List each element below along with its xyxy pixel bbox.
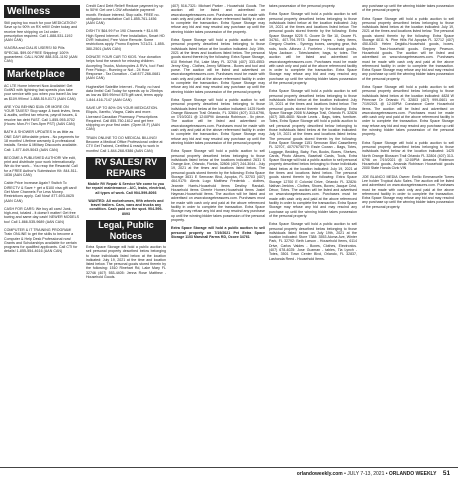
column-5 bbox=[362, 4, 454, 213]
page-footer bbox=[0, 467, 458, 479]
column-2 bbox=[86, 4, 166, 283]
column-3 bbox=[171, 4, 265, 243]
legal-notice: Extra Space Storage will hold a public auction to sell personal property described below belonging to those individuals listed below at the location indicated: 4828 W Primrose Dr Orlando FL 32803 (407) 999-0601 on 7/19/2021 @ 12:00PM: Constance Carrie Household items. The auction will be listed and advertised on www.storagetreasures.com. Purchases must be made with cash only and paid at the above referenced facility in order to complete the transaction. Extra Space Storage may refuse any bid and may rescind any purchase up until the winning bidder takes possession of the personal property. bbox=[362, 85, 454, 137]
classified-ad: BECOME A PUBLISHED AUTHOR! We edit, print and distribute your work internationally. We do the work... You reap the Rewards! Call for a FREE Author's Submission Kit: 844-511-1836 (AAN CAN) bbox=[4, 155, 78, 178]
classified-ad: Mobile RV Repair & Service We come to you for repair/ maintenance - A/C, leaks, electrical, all types of work. Call 904-599-8093 bbox=[86, 181, 166, 195]
legal-notice: Extra Space Storage will hold a public auction to sell personal property described below belonging to those individuals listed below at the location indicated: July 19th, 2021 at the times and locations listed below. The personal goods stored therein by the following: Extra Space Storage, 610 Reinhart Rd, Lake Mary FL 32746 (407) 333-4553: Jenny King - Clothes, Jenny Williams - Boxes and tool and purse. The auction will be listed and advertised on www.storagetreasures.com. Purchases must be made with cash only and paid at the above referenced facility in order to complete the transaction. Extra Space Storage may refuse any bid and may rescind any purchase up until the winning bidder takes possession of the personal property. bbox=[171, 38, 265, 94]
classified-ad: Credit Card Debt Relief! Reduce payment by up to 50%! Get one LOW affordable payment/ month. Reduce interest. Stop calls. FREE no-obligation consultation Call 1-855-761-1456 (AAN CAN) bbox=[86, 4, 164, 26]
column-4 bbox=[269, 4, 357, 265]
legal-notice: Extra Space Storage will hold a public auction to sell personal property described below belonging to those individuals listed below at the location indicated: 1425 North Orange Blossom Trail Orlando, FL 32804 (407) 313-6796, on 7/19/2021 @ 12:00PM: Amanda Robinson - 5x piece. The auction will be listed and advertised on www.storagetreasures.com. Purchases must be made with cash only and paid at the above referenced facility in order to complete the transaction. Extra Space Storage may refuse any bid and may rescind any purchase up until the winning bidder takes possession of the personal property. bbox=[171, 97, 265, 145]
legal-notice: Extra Space Storage will hold a public auction to sell personal property described below belonging to those individuals listed below at the location indicated: July 19, 2021 at the times and locations listed below. The personal goods stored therein by the following: Extra Space Storage 2008 N Alafaya Trail, Orlando FL 32826 (407) 385-4600: Nicole Lewis - Bags, totes, furniture. Totes, Extra Space Storage will hold a public auction to sell personal property described below belonging to those individuals listed below at the location indicated: July 19, 2021 at the times and locations listed below. The personal goods stored therein by the following: Extra Space Storage 1151 Semoran Blvd Casselberry FL 32707, 407/767/6779: Essie Cowan - Bags, Totes, Luggage, Bedding, Baby, Fan, Books, Boxes, Shelves, Cards, Photo Albums, Baseball Cards, Tools, Extra Space Storage will hold a public auction to sell personal property described below belonging to those individuals listed below at the location indicated: July 19, 2021 at the times and locations listed below. The personal goods stored therein by the following: Extra Space Storage 12700 E Colonial Drive, Orlando FL 32826: Nathan Jenkins - Clothes, Shoes, Boxes; Jacque Crist, Décor, Totes. The auction will be listed and advertised on www.storagetreasures.com. Purchases must be made with cash only and paid at the above referenced facility in order to complete the transaction. Extra Space Storage may refuse any bid and may rescind any purchase up until the winning bidder takes possession of the personal property. bbox=[269, 89, 357, 218]
classified-ad: VIAGRA and CIALIS USERS! 50 Pills SPECIAL $99.00 FREE Shipping! 100% guaranteed. CALL NOW! 888-531-1192 (AAN CAN) bbox=[4, 46, 78, 64]
classified-ad: CASH FOR CARS: We buy all cars! Junk, high-end, totaled - it doesn't matter! Get free towing and same day cash! NEWER MODELS too! Call 1-866-535-9689 (AAN CAN) bbox=[4, 206, 80, 224]
classified-ad: DISH TV $64.99 For 190 Channels + $14.95 High Speed Internet. Free Installation, Smart HD DVR Included, Free Voice Remote. Some restrictions apply. Promo Expires 7/21/21. 1-855-380-2501 (AAN CAN) bbox=[86, 29, 166, 51]
classified-ad: DONATE YOUR CAR TO KIDS. Your donation helps fund the search for missing children. Accepting Trucks, Motorcycles & RV's, too! Fast Free Pickup - Running or Not - 24 Hour Response - Tax Donation - Call 877-266-0681 (AAN CAN) bbox=[86, 54, 164, 81]
rv-heading: RV SALES/ RV REPAIRS bbox=[86, 157, 166, 179]
footer-date: JULY 7-13, 2021 bbox=[347, 471, 385, 477]
legal-notice: Extra Space Storage will hold a public auction to sell personal property described below belonging to those individuals listed below on July 19th, 2021 at the location indicated: Store 7388: 3553 Aloma Ave, Winter Park, FL 32792: Beth Larson - Household Items, 6114 Drive, Carlos Valdes - Boxes, Clothes, Electronics. (407) 678-4025: Jose Guzman - tables, Tia Lynch - Totes, 3501 Town Center Blvd, Orlando, FL 32837, Lashonda Reed - Household Items. bbox=[269, 222, 357, 261]
legal-notice: JOE BLANCO MEDIA Owner: Emilio Emmanuelle Torres Lee holder Tropical Auto Sales. The auction will be listed and advertised on www.storagetreasures.com. Purchases must be made with cash only and paid at the above referenced facility in order to complete the transaction. Extra Space Storage may refuse any bid and may rescind any purchase up until the winning bidder takes possession of the personal property. bbox=[362, 174, 454, 209]
footer-separator: • bbox=[344, 471, 348, 477]
classified-ad: BATH & SHOWER UPDATES in as little as ONE DAY! Affordable prices - No payments for 18 months! Lifetime warranty & professional installs. Senior & Military Discounts available. Call: 1-877-649-5043 (AAN CAN) bbox=[4, 130, 80, 152]
classified-ad: Cable Price Increase Again? Switch To DIRECTV & Save + get a $100 visa gift card! Get More Channels For Less Money. Restrictions apply. Call Now! 877-693-0625 (AAN CAN) bbox=[4, 181, 77, 203]
classified-ad: SAVE UP TO 80% ON YOUR MEDICATION. Eliquis, Xarelto, Viagra, Cialis and more. Licensed Canadian Pharmacy. Prescriptions Required. Call 855-750-1612 and get free shipping on your first order. (Open M-F) (AAN CAN) bbox=[86, 105, 160, 132]
footer-paper: ORLANDO WEEKLY bbox=[388, 471, 437, 477]
legal-notice: Extra Space Storage will hold a public auction to sell personal property described below belonging to those individuals listed below at the location indicated: July 19, 2021 at the times and locations listed below. The personal goods stored therein by the following: Extra Space Storage 6011 N. Pine Hills Rd Apopka FL 32712 (407) 450-6343: Helen Degidio-Household goods, boxes. Stephen Tran-Household goods. Gregory Pearson-Household goods. The auction will be listed and advertised on www.storagetreasures.com. Purchases must be made with cash only and paid at the above referenced facility in order to complete the transaction. Extra Space Storage may refuse any bid and may rescind any purchase up until the winning bidder takes possession of the personal property. bbox=[362, 16, 454, 81]
legal-heading: Legal, Public Notices bbox=[86, 220, 166, 242]
legal-notice: takes possession of the personal property. bbox=[269, 4, 336, 8]
classified-ad: COMPUTER & IT TRAINING PROGRAM! Train ONLINE to get the skills to become a Computer & Help Desk Professional now! Grants and Scholarships available for certain programs for qualified applicants. Call CTI for details! 1-855-554-4616 (AAN CAN) bbox=[4, 227, 78, 254]
legal-notice: any purchase up until the winning bidder takes possession of the personal property. bbox=[362, 4, 454, 13]
legal-notice: Extra Space Storage will hold a public auction to sell personal property described below belonging to those individuals listed below at the location indicated: 1425 North Orange Blossom Trail Orlando FL 32804 (407) 313-6796 on 7/19/2021 @ 12:00PM: Amanda Robinson Household goods, Amanda Robinson Household goods 2000 State Honda Civic VIN bbox=[362, 140, 454, 171]
wellness-heading: Wellness bbox=[4, 5, 80, 18]
legal-notice: Extra Space Storage will hold a public auction to sell personal property described below belonging to those individuals listed below at the locations indicated: 2631 S Orange Ave, Orlando, Florida, 32806 (407) 244-3044 - July 19, 2021 at the times and locations listed below. The personal goods stored therein by the following: Extra Space Storage 3631 E Semoran Blvd, Apopka, FL 32703 (407) 464-9175: Alexis Lugo Matthew Frederick - clothes, Jeannie Harris-Household items Destiny Randall-Household items Cherrie Homer-Household items Josiel Hayman-Household items. The auction will be listed and advertised on www.storagetreasures.com. Purchases must be made with cash only and paid at the above referenced facility in order to complete the transaction. Extra Space Storage may refuse any bid and may rescind any purchase up until the winning bidder takes possession of the personal property. bbox=[171, 149, 265, 222]
footer-separator: • bbox=[385, 471, 389, 477]
legal-notice: (407) 516-7321: Michael Parker - Household Goods. The auction will be listed and advertised on www.storagetreasures.com. Purchases must be made with cash only and paid at the above referenced facility in order to complete the transaction. Extra Space Storage may refuse any bid and may rescind any purchase up until the winning bidder takes possession of the property. bbox=[171, 4, 265, 34]
legal-notice: Extra Space Storage will hold a public auction to sell personal property described below belonging to those individuals listed below at the location indicated: July 19, 2021 at the times and locations listed below. The personal goods stored therein by the following: Extra Space Storage 5225 S. Ocoee Dr Ste 10, Ocoee FL 34761, 407-794-7973: Dianna Hayes - baby items, Gregory Charles - Synergy boxes, camping gear, fish rods, tools. Alfonzo J. Fonteleo - Household goods, Myra Jackson - Totes/washer, bags, tv, totes. The auction will be listed and advertised on www.storagetreasures.com. Purchases must be made with cash only and paid at the above referenced facility in order to complete the transaction. Extra Space Storage may refuse any bid and may rescind any purchase up until the winning bidder takes possession of the personal property. bbox=[269, 12, 357, 86]
classified-ad: HughesNet Satellite Internet - Finally, no hard data limits! Call Today for speeds up to 25mbps as low as $59.99/mo! $75 gift card, terms apply. 1-844-416-7147 (AAN CAN) bbox=[86, 84, 164, 102]
classified-ad: ARE YOU BEHIND $10k OR MORE ON YOUR TAXES? Stop wage & bank levies, liens & audits, unfiled tax returns, payroll issues, & resolve tax debt FAST. Call 1-855-955-0702 (Hours: Mon-Fri 7am-5pm PST) (AAN CAN) bbox=[4, 104, 80, 127]
classified-ad: TRAIN ONLINE TO DO MEDICAL BILLING! Become a Medical Office Professional online at CTI! Get Trained, Certified & ready to work in months! Call 1-844-268-9386 (AAN CAN) bbox=[86, 135, 163, 153]
marketplace-heading: Marketplace bbox=[4, 68, 80, 81]
footer-site: orlandoweekly.com bbox=[296, 471, 343, 477]
classified-ad: AC LTE Home Internet Now Available! Get GotW3 with lightning fast speeds plus take your service with you when you travel! As low as $109.99/mo! 1-888-519-0171 (AAN CAN) bbox=[4, 83, 78, 101]
page-number: 51 bbox=[442, 470, 450, 477]
classified-ad: Still paying too much for your MEDICATION? Save up to 90% on RX refill! Order today and receive free shipping on 1st order - prescription required. Call 1-888-531-1192 (AAN CAN) bbox=[4, 21, 78, 43]
legal-notice: Extra Space Storage will hold a public auction to sell personal property described below belonging to those individuals listed below at the location indicated: July 19, 2021 at the time and location listed below. The personal goods stored therein by the following: 1510 Rinehart Rd, Lake Mary FL 32746 (407) 553-4405: Jenna Rose Matthew - Household Goods. bbox=[86, 244, 166, 280]
legal-notice: Extra Space Storage will hold a public auction to sell personal property on 7/19/2021 Pet Extra Space Storage 1103 Marshall Farms RD, Ocoee 34761 bbox=[171, 226, 265, 239]
column-1 bbox=[4, 4, 80, 258]
classified-ad: WANTED: All motorhomes, fifth wheels and travel trailers. Cars, vans and trucks any condition. Cash paid on the spot. 904-599-8093 bbox=[88, 198, 164, 216]
